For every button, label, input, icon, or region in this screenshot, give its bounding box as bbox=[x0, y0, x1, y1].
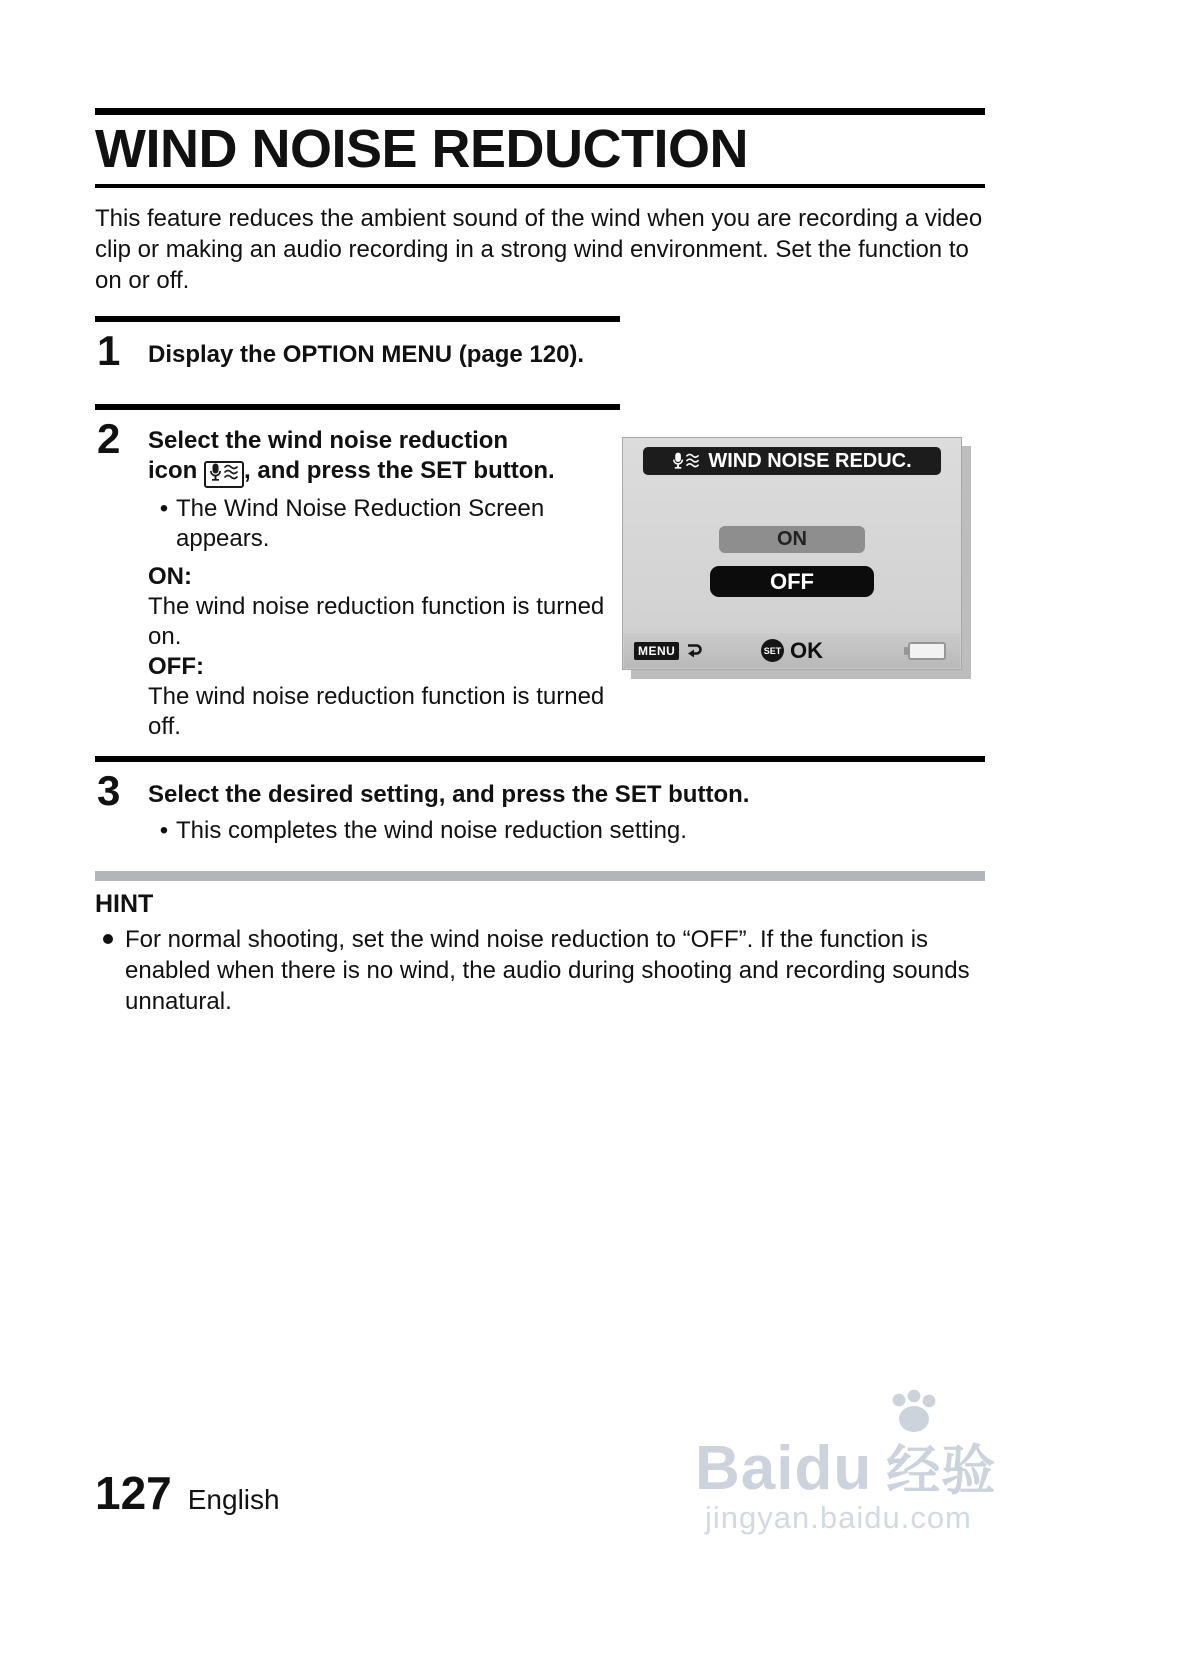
hint-text: For normal shooting, set the wind noise reduction to “OFF”. If the function is enabled when there is no wind, the audio during shooting and recording sounds unnatural. bbox=[125, 926, 970, 1015]
page-title: WIND NOISE REDUCTION bbox=[95, 119, 749, 179]
wind-noise-reduction-icon bbox=[204, 461, 244, 488]
step-1 bbox=[148, 340, 948, 370]
set-group bbox=[761, 638, 823, 664]
battery-icon bbox=[908, 642, 946, 660]
hint-body bbox=[103, 924, 971, 1017]
on-option-description: The wind noise reduction function is turned on. bbox=[148, 593, 605, 650]
title-underline-rule bbox=[95, 184, 985, 188]
step-2-heading-line1: Select the wind noise reduction bbox=[148, 427, 509, 454]
watermark-brand-cn: 经验 bbox=[886, 1441, 997, 1501]
bullet-dot: • bbox=[159, 817, 169, 844]
page-language: English bbox=[187, 1484, 280, 1515]
set-button[interactable]: SET bbox=[761, 639, 784, 662]
on-option-label: ON: bbox=[148, 563, 192, 590]
hint-bullet-dot bbox=[103, 934, 113, 944]
intro-paragraph: This feature reduces the ambient sound of the wind when you are recording a video clip or making an audio recording in a strong wind environment. Set the function to on or off. bbox=[95, 205, 983, 294]
step-1-divider bbox=[95, 316, 620, 322]
step-3-number: 3 bbox=[97, 767, 121, 814]
step-1-heading: Display the OPTION MENU (page 120). bbox=[148, 341, 585, 368]
camera-bottom-bar bbox=[624, 633, 960, 668]
step-3-divider bbox=[95, 756, 985, 762]
watermark-brand-en: Baidu bbox=[695, 1434, 873, 1503]
return-icon bbox=[684, 642, 703, 659]
step-2-number: 2 bbox=[97, 415, 121, 462]
page-footer bbox=[95, 1466, 280, 1520]
camera-screen-title: WIND NOISE REDUC. bbox=[708, 449, 912, 472]
step-2-divider bbox=[95, 404, 620, 410]
step-1-number: 1 bbox=[97, 327, 121, 374]
step-2 bbox=[148, 426, 618, 742]
step-2-heading bbox=[148, 426, 618, 488]
hint-label: HINT bbox=[95, 890, 154, 918]
step-3 bbox=[148, 780, 978, 846]
on-button[interactable]: ON bbox=[719, 526, 865, 553]
step-3-bullet-text: This completes the wind noise reduction setting. bbox=[176, 817, 687, 844]
step-2-heading-line2-pre: icon bbox=[148, 457, 205, 484]
step-3-bullet bbox=[152, 816, 978, 846]
bullet-dot: • bbox=[159, 495, 169, 522]
watermark-brand bbox=[695, 1428, 996, 1505]
top-rule bbox=[95, 108, 985, 115]
step-2-bullet bbox=[152, 494, 592, 554]
step-2-heading-line2-post: , and press the SET button. bbox=[244, 457, 555, 484]
page-number: 127 bbox=[95, 1467, 172, 1519]
off-option-description: The wind noise reduction function is turned off. bbox=[148, 683, 605, 740]
step-2-bullet-text: The Wind Noise Reduction Screen appears. bbox=[176, 495, 545, 552]
camera-screen-title-bar bbox=[643, 447, 941, 475]
menu-group bbox=[634, 642, 703, 660]
watermark-url: jingyan.baidu.com bbox=[705, 1500, 972, 1535]
off-button[interactable]: OFF bbox=[710, 566, 874, 597]
hint-divider bbox=[95, 871, 985, 881]
menu-button[interactable]: MENU bbox=[634, 642, 679, 660]
wind-noise-icon bbox=[672, 452, 700, 470]
step-3-heading: Select the desired setting, and press the SET button. bbox=[148, 781, 750, 808]
camera-screen bbox=[622, 437, 962, 670]
off-option-label: OFF: bbox=[148, 653, 204, 680]
ok-label: OK bbox=[790, 637, 823, 663]
